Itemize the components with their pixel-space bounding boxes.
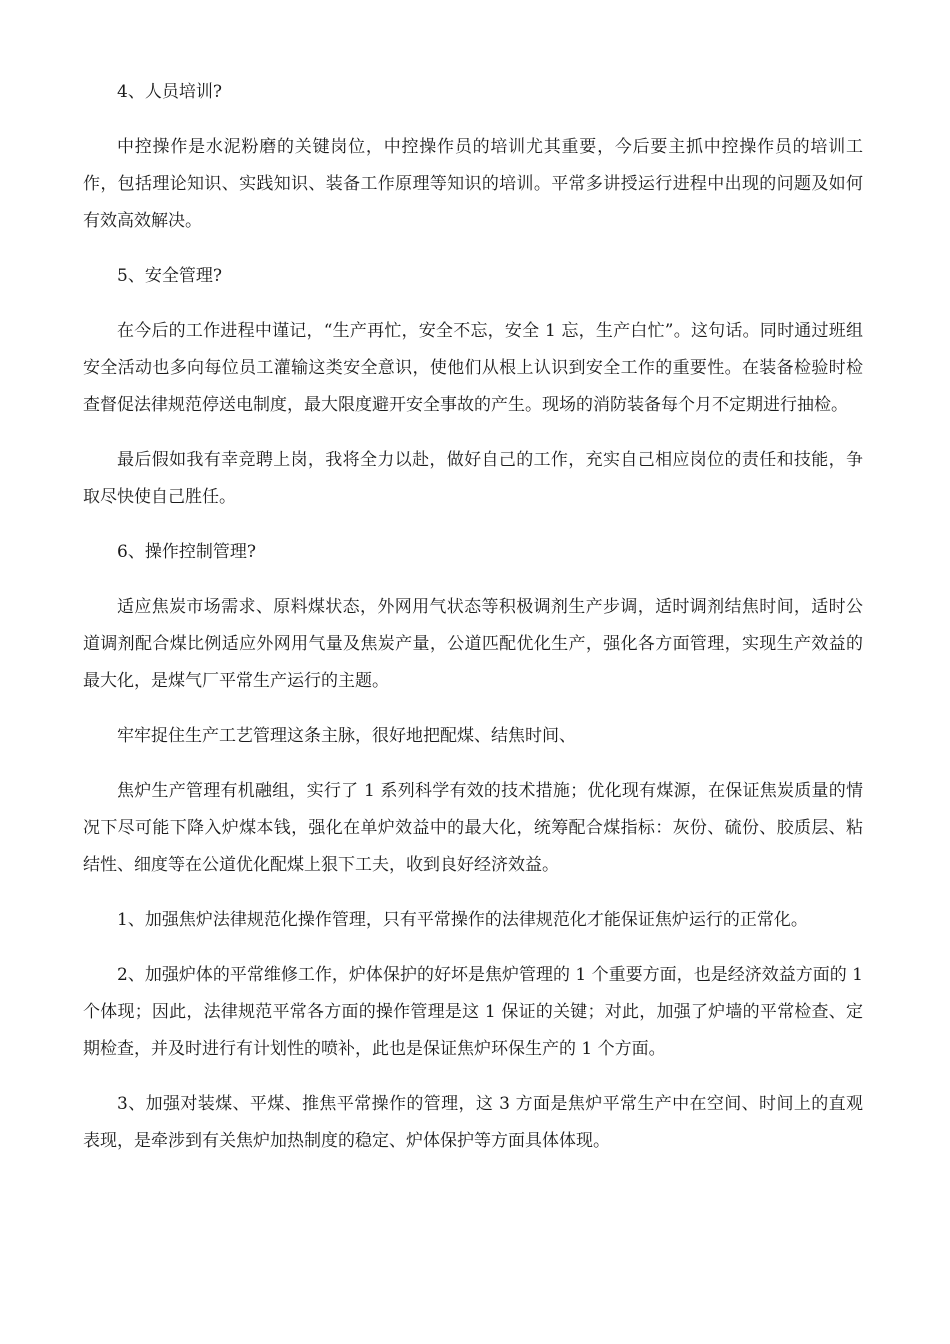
section-heading-operation-control: 6、操作控制管理?: [117, 542, 256, 562]
list-item-3: 3、加强对装煤、平煤、推焦平常操作的管理，这 3 方面是焦炉平常生产中在空间、时间上的直观表现，是牵涉到有关焦炉加热制度的稳定、炉体保护等方面具体体现。: [83, 1094, 863, 1151]
paragraph-training: 中控操作是水泥粉磨的关键岗位，中控操作员的培训尤其重要，今后要主抓中控操作员的培训工作，包括理论知识、实践知识、装备工作原理等知识的培训。平常多讲授运行进程中出现的问题及如何有效高效解决。: [83, 137, 863, 231]
paragraph-coke-oven-management: 焦炉生产管理有机融组，实行了 1 系列科学有效的技术措施；优化现有煤源，在保证焦炭质量的情况下尽可能下降入炉煤本钱，强化在单炉效益中的最大化，统筹配合煤指标：灰份、硫份、胶质层、粘结性、细度等在公道优化配煤上狠下工夫，收到良好经济效益。: [83, 781, 863, 875]
document-body: [83, 74, 863, 1178]
section-heading-training: 4、人员培训?: [117, 82, 222, 102]
paragraph-closing: 最后假如我有幸竞聘上岗，我将全力以赴，做好自己的工作，充实自己相应岗位的责任和技能，争取尽快使自己胜任。: [83, 450, 863, 507]
paragraph-safety: 在今后的工作进程中谨记，“生产再忙，安全不忘，安全 1 忘，生产白忙”。这句话。同时通过班组安全活动也多向每位员工灌输这类安全意识，使他们从根上认识到安全工作的重要性。在装备检验时检查督促法律规范停送电制度，最大限度避开安全事故的产生。现场的消防装备每个月不定期进行抽检。: [83, 321, 863, 415]
paragraph-market-adaptation: 适应焦炭市场需求、原料煤状态，外网用气状态等积极调剂生产步调，适时调剂结焦时间，适时公道调剂配合煤比例适应外网用气量及焦炭产量，公道匹配优化生产，强化各方面管理，实现生产效益的最大化，是煤气厂平常生产运行的主题。: [83, 597, 863, 691]
list-item-2: 2、加强炉体的平常维修工作，炉体保护的好坏是焦炉管理的 1 个重要方面，也是经济效益方面的 1 个体现；因此，法律规范平常各方面的操作管理是这 1 保证的关键；对此，加强了炉墙的平常检查、定期检查，并及时进行有计划性的喷补，此也是保证焦炉环保生产的 1 个方面。: [83, 965, 863, 1059]
section-heading-safety: 5、安全管理?: [117, 266, 222, 286]
paragraph-process-management: 牢牢捉住生产工艺管理这条主脉，很好地把配煤、结焦时间、: [117, 726, 576, 746]
list-item-1: 1、加强焦炉法律规范化操作管理，只有平常操作的法律规范化才能保证焦炉运行的正常化。: [117, 910, 808, 930]
